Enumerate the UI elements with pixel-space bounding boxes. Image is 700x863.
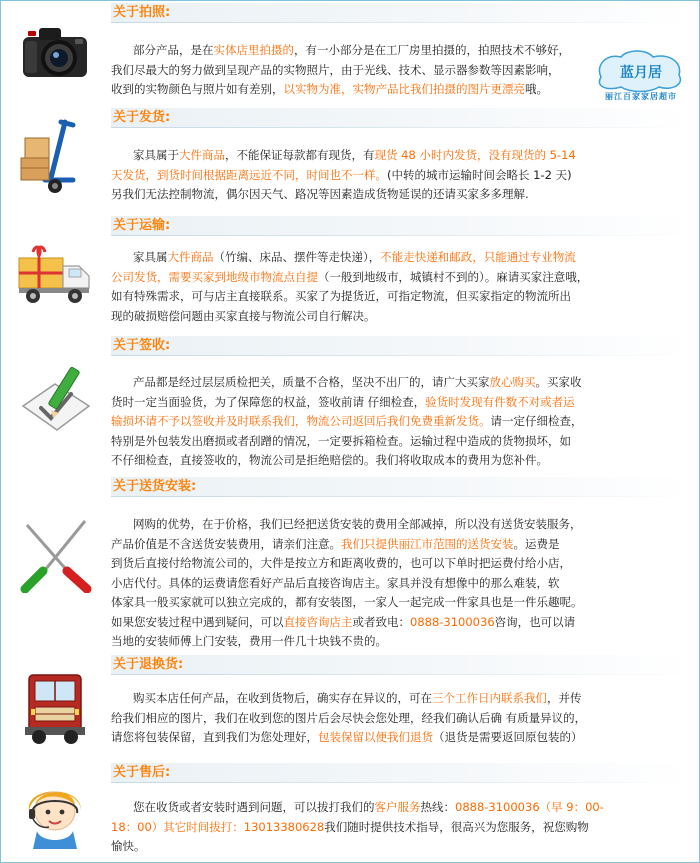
section-title: 关于送货安装: — [111, 477, 691, 497]
section-body — [111, 146, 687, 205]
body-line: 部分产品，是在实体店里拍摄的，有一小部分是在工厂房里拍摄的，拍照技术不够好， — [133, 43, 570, 57]
body-line: 给我们相应的图片，我们在收到您的图片后会尽快会您处理，经我们确认后确 有质量异议的， — [111, 710, 587, 725]
section-installation — [1, 475, 699, 653]
return-truck-icon — [15, 667, 95, 747]
body-line: 公司发货，需要买家到地级市物流点自提（一般到地级市，城镇村不到的）。麻请买家注意哦， — [111, 269, 589, 284]
section-title: 关于运输: — [111, 216, 691, 236]
screwdriver-tools-icon — [15, 513, 95, 593]
body-line: 如有特殊需求，可与店主直接联系。买家了为提货近，可指定物流，但买家指定的物流所出 — [111, 289, 571, 303]
section-photo — [1, 1, 699, 113]
section-title: 关于退换货: — [111, 655, 691, 675]
section-returns — [1, 653, 699, 753]
body-line: 您在收货或者安装时遇到问题，可以拔打我们的客户服务热线：0888-3100036（早 9：00- — [133, 800, 604, 814]
camera-icon — [15, 11, 95, 91]
section-body — [111, 41, 581, 100]
body-line: 请您将包装保留，直到我们为您处理好，包装保留以便我们退货（退货是需要返回原包装的） — [111, 730, 583, 744]
body-line: 输损坏请不予以签收并及时联系我们，物流公司返回后我们免费重新发货。请一定仔细检查， — [111, 414, 583, 428]
section-body — [111, 373, 687, 471]
brand-sub-text: 丽江百家家居超市 — [605, 92, 677, 101]
body-line: 体家具一般买家就可以独立完成的，都有安装图，一家人一起完成一件家具也是一件乐趣呢。 — [111, 595, 583, 609]
body-line: 天发货，到货时间根据距离远近不同，时间也不一样。(中转的城市运输时间会略长 1-2 天) — [111, 167, 572, 182]
brand-logo — [591, 47, 691, 105]
body-line: 购买本店任何产品，在收到货物后，确实存在异议的，可在三个工作日内联系我们，并传 — [133, 691, 582, 705]
body-line: 我们尽最大的努力做到呈现产品的实物照片，由于光线、技术、显示器参数等因素影响， — [111, 62, 560, 77]
body-line: 网购的优势，在于价格，我们已经把送货安装的费用全部减掉，所以没有送货安装服务， — [133, 517, 582, 531]
hand-truck-icon — [15, 116, 95, 196]
brand-logo-text: 蓝月居 — [620, 65, 662, 81]
body-line: 当地的安装师傅上门安装，费用一件几十块钱不贵的。 — [111, 634, 387, 648]
section-body — [111, 798, 687, 857]
body-line: 产品价值是不含送货安装费用，请亲们注意。我们只提供丽江市范围的送货安装。运费是 — [111, 536, 560, 551]
body-line: 家具属大件商品（竹编、床品、摆件等走快递），不能走快递和邮政，只能通过专业物流 — [133, 250, 576, 264]
section-title: 关于售后: — [111, 763, 691, 783]
body-line: 不仔细检查，直接签收的，物流公司是拒绝赔偿的。我们将收取成本的费用为您补件。 — [111, 453, 548, 467]
section-receipt — [1, 334, 699, 476]
body-line: 到货后直接付给物流公司的，大件是按立方和距离收费的，也可以下单时把运费付给小店， — [111, 556, 571, 570]
body-line: 特别是外包装发出磨损或者刮蹭的情况，一定要拆箱检查。运输过程中造成的货物损坏，如 — [111, 433, 571, 448]
section-transport — [1, 214, 699, 337]
section-title: 关于签收: — [111, 336, 691, 356]
delivery-truck-icon — [15, 230, 95, 310]
body-line: 如果您安装过程中遇到疑问，可以直接咨询店主或者致电：0888-3100036咨询，也可以请 — [111, 614, 576, 629]
brand-emblem-icon — [591, 47, 691, 93]
body-line: 小店代付。具体的运费请您看好产品后直接咨询店主。家具并没有想像中的那么难装，软 — [111, 575, 560, 590]
body-line: 现的破损赔偿问题由买家直接与物流公司自行解决。 — [111, 308, 376, 323]
section-body — [111, 689, 687, 748]
body-line: 另我们无法控制物流，偶尔因天气、路况等因素造成货物延误的还请买家多多理解. — [111, 187, 529, 201]
customer-service-icon — [15, 771, 95, 851]
body-line: 18：00）其它时间拔打：13013380628我们随时提供技术指导，很高兴为您服务，祝您购物 — [111, 819, 589, 834]
section-body — [111, 248, 687, 326]
body-line: 货时一定当面验货，为了保障您的权益，签收前请 仔细检查，验货时发现有件数不对或者运 — [111, 394, 575, 409]
section-title: 关于发货: — [111, 108, 691, 128]
section-title: 关于拍照: — [111, 3, 691, 23]
body-line: 收到的实物颜色与照片如有差别，以实物为准，实物产品比我们拍摄的图片更漂亮哦。 — [111, 82, 548, 96]
pencil-check-icon — [15, 362, 95, 442]
body-line: 家具属于大件商品，不能保证每款都有现货，有现货 48 小时内发货，没有现货的 5-14 — [133, 148, 576, 162]
section-body — [111, 515, 687, 652]
body-line: 产品都是经过层层质检把关，质量不合格，坚决不出厂的，请广大买家放心购买。买家收 — [133, 375, 582, 389]
section-shipping — [1, 106, 699, 216]
section-after-sales — [1, 761, 699, 861]
body-line: 愉快。 — [111, 839, 146, 853]
